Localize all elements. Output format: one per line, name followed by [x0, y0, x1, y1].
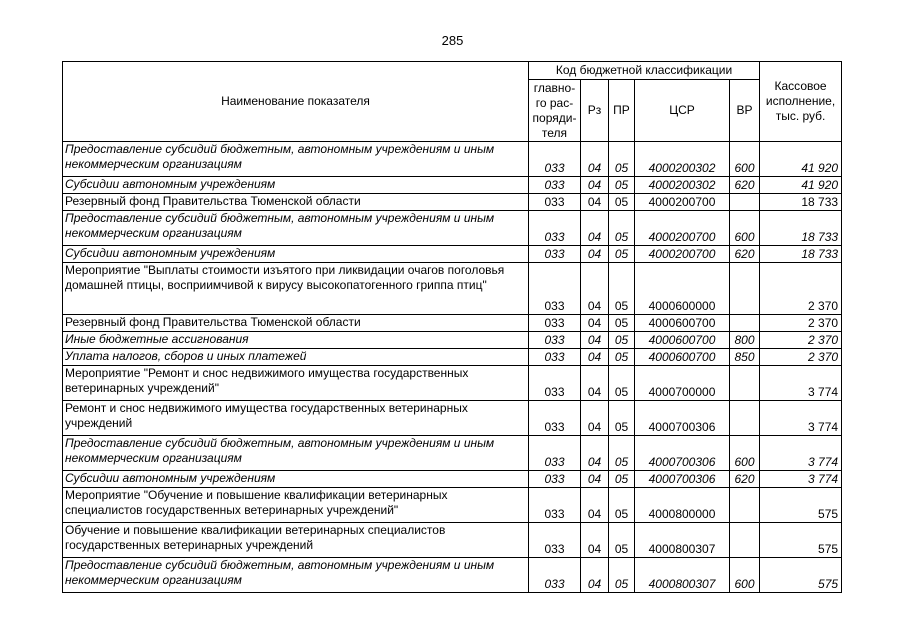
row-pr: 05	[609, 401, 635, 436]
row-name: Обучение и повышение квалификации ветеринарных специалистов государственных ветеринарных учреждений	[63, 523, 529, 558]
row-name: Мероприятие "Обучение и повышение квалификации ветеринарных специалистов государственных ветеринарных учреждений"	[63, 488, 529, 523]
row-glavn: 033	[529, 471, 581, 488]
row-vr	[730, 194, 760, 211]
row-amount: 41 920	[760, 177, 842, 194]
row-name: Уплата налогов, сборов и иных платежей	[63, 349, 529, 366]
table-row	[63, 142, 842, 177]
table-row	[63, 211, 842, 246]
row-glavn: 033	[529, 263, 581, 315]
row-csr: 4000700306	[635, 436, 730, 471]
row-pr: 05	[609, 194, 635, 211]
table-row	[63, 558, 842, 593]
row-amount: 18 733	[760, 194, 842, 211]
row-glavn: 033	[529, 558, 581, 593]
row-pr: 05	[609, 471, 635, 488]
row-amount: 18 733	[760, 211, 842, 246]
row-amount: 3 774	[760, 366, 842, 401]
row-name: Мероприятие "Выплаты стоимости изъятого при ликвидации очагов поголовья домашней птицы, восприимчивой к вирусу высокопатогенного гриппа птиц"	[63, 263, 529, 315]
row-rz: 04	[581, 471, 609, 488]
table-row	[63, 194, 842, 211]
row-glavn: 033	[529, 523, 581, 558]
row-vr: 600	[730, 558, 760, 593]
row-pr: 05	[609, 246, 635, 263]
row-name: Резервный фонд Правительства Тюменской области	[63, 194, 529, 211]
row-glavn: 033	[529, 366, 581, 401]
header-glavn: главно-го рас-поряди-теля	[529, 80, 581, 142]
row-amount: 2 370	[760, 349, 842, 366]
row-name: Предоставление субсидий бюджетным, автономным учреждениям и иным некоммерческим организациям	[63, 211, 529, 246]
row-rz: 04	[581, 436, 609, 471]
budget-table	[62, 61, 842, 593]
page-number: 285	[441, 33, 464, 48]
row-rz: 04	[581, 177, 609, 194]
row-pr: 05	[609, 349, 635, 366]
row-amount: 2 370	[760, 263, 842, 315]
row-name: Иные бюджетные ассигнования	[63, 332, 529, 349]
row-vr: 850	[730, 349, 760, 366]
row-csr: 4000200700	[635, 194, 730, 211]
row-rz: 04	[581, 401, 609, 436]
row-vr: 600	[730, 142, 760, 177]
header-code-group: Код бюджетной классификации	[529, 62, 760, 80]
header-csr: ЦСР	[635, 80, 730, 142]
row-glavn: 033	[529, 246, 581, 263]
row-pr: 05	[609, 488, 635, 523]
row-name: Ремонт и снос недвижимого имущества государственных ветеринарных учреждений	[63, 401, 529, 436]
header-vr: ВР	[730, 80, 760, 142]
row-pr: 05	[609, 263, 635, 315]
row-rz: 04	[581, 194, 609, 211]
row-rz: 04	[581, 558, 609, 593]
header-name: Наименование показателя	[63, 62, 529, 142]
table-row	[63, 401, 842, 436]
row-csr: 4000200302	[635, 142, 730, 177]
row-glavn: 033	[529, 211, 581, 246]
row-csr: 4000200302	[635, 177, 730, 194]
row-amount: 3 774	[760, 401, 842, 436]
table-row	[63, 263, 842, 315]
row-name: Мероприятие "Ремонт и снос недвижимого имущества государственных ветеринарных учреждений"	[63, 366, 529, 401]
table-row	[63, 471, 842, 488]
row-glavn: 033	[529, 332, 581, 349]
row-vr: 800	[730, 332, 760, 349]
row-name: Субсидии автономным учреждениям	[63, 246, 529, 263]
table-row	[63, 177, 842, 194]
row-rz: 04	[581, 246, 609, 263]
row-amount: 2 370	[760, 315, 842, 332]
row-glavn: 033	[529, 401, 581, 436]
row-name: Резервный фонд Правительства Тюменской области	[63, 315, 529, 332]
row-amount: 575	[760, 558, 842, 593]
table-row	[63, 246, 842, 263]
row-rz: 04	[581, 349, 609, 366]
row-pr: 05	[609, 142, 635, 177]
row-csr: 4000700306	[635, 471, 730, 488]
row-pr: 05	[609, 315, 635, 332]
row-rz: 04	[581, 366, 609, 401]
table-row	[63, 315, 842, 332]
row-vr	[730, 523, 760, 558]
row-vr: 620	[730, 246, 760, 263]
row-csr: 4000700306	[635, 401, 730, 436]
row-csr: 4000800000	[635, 488, 730, 523]
table-body	[63, 142, 842, 593]
row-csr: 4000200700	[635, 211, 730, 246]
row-glavn: 033	[529, 177, 581, 194]
row-rz: 04	[581, 263, 609, 315]
table-row	[63, 488, 842, 523]
row-vr: 620	[730, 471, 760, 488]
row-csr: 4000600000	[635, 263, 730, 315]
row-rz: 04	[581, 211, 609, 246]
row-vr: 600	[730, 436, 760, 471]
row-rz: 04	[581, 523, 609, 558]
row-csr: 4000700000	[635, 366, 730, 401]
table-row	[63, 366, 842, 401]
row-glavn: 033	[529, 436, 581, 471]
row-csr: 4000800307	[635, 558, 730, 593]
row-name: Предоставление субсидий бюджетным, автономным учреждениям и иным некоммерческим организациям	[63, 436, 529, 471]
row-vr	[730, 488, 760, 523]
header-amount: Кассовое исполнение, тыс. руб.	[760, 62, 842, 142]
row-vr	[730, 315, 760, 332]
row-csr: 4000600700	[635, 349, 730, 366]
row-name: Субсидии автономным учреждениям	[63, 177, 529, 194]
row-rz: 04	[581, 142, 609, 177]
row-rz: 04	[581, 488, 609, 523]
row-rz: 04	[581, 315, 609, 332]
row-vr	[730, 366, 760, 401]
row-glavn: 033	[529, 315, 581, 332]
row-pr: 05	[609, 558, 635, 593]
table-row	[63, 436, 842, 471]
row-glavn: 033	[529, 488, 581, 523]
row-vr	[730, 263, 760, 315]
header-pr: ПР	[609, 80, 635, 142]
table-row	[63, 523, 842, 558]
row-pr: 05	[609, 523, 635, 558]
table-row	[63, 332, 842, 349]
row-csr: 4000800307	[635, 523, 730, 558]
row-csr: 4000600700	[635, 315, 730, 332]
row-amount: 575	[760, 488, 842, 523]
row-glavn: 033	[529, 194, 581, 211]
row-amount: 3 774	[760, 471, 842, 488]
row-name: Предоставление субсидий бюджетным, автономным учреждениям и иным некоммерческим организациям	[63, 142, 529, 177]
row-amount: 41 920	[760, 142, 842, 177]
row-pr: 05	[609, 332, 635, 349]
row-pr: 05	[609, 177, 635, 194]
row-name: Предоставление субсидий бюджетным, автономным учреждениям и иным некоммерческим организациям	[63, 558, 529, 593]
row-amount: 2 370	[760, 332, 842, 349]
row-csr: 4000200700	[635, 246, 730, 263]
row-glavn: 033	[529, 142, 581, 177]
row-pr: 05	[609, 211, 635, 246]
table-row	[63, 349, 842, 366]
row-vr: 620	[730, 177, 760, 194]
row-name: Субсидии автономным учреждениям	[63, 471, 529, 488]
row-amount: 3 774	[760, 436, 842, 471]
row-glavn: 033	[529, 349, 581, 366]
row-rz: 04	[581, 332, 609, 349]
row-vr	[730, 401, 760, 436]
row-pr: 05	[609, 366, 635, 401]
header-rz: Рз	[581, 80, 609, 142]
row-csr: 4000600700	[635, 332, 730, 349]
row-vr: 600	[730, 211, 760, 246]
row-amount: 18 733	[760, 246, 842, 263]
row-amount: 575	[760, 523, 842, 558]
row-pr: 05	[609, 436, 635, 471]
